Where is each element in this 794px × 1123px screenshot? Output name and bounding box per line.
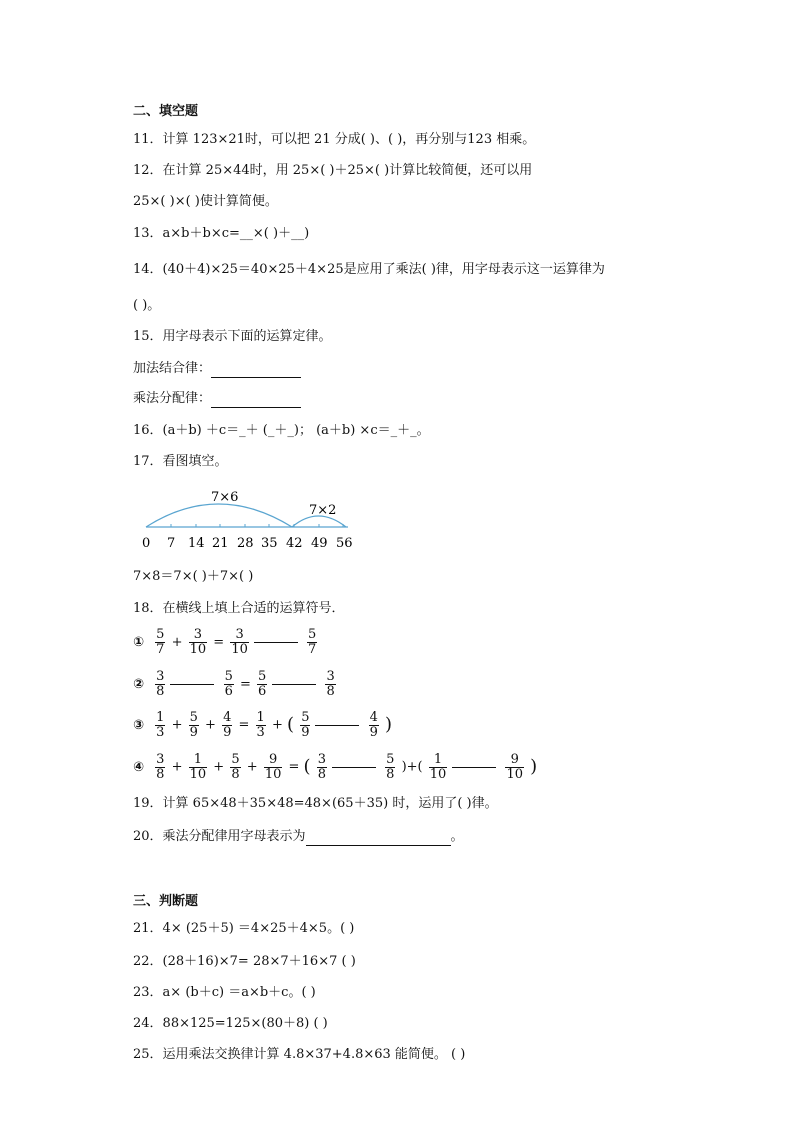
arc2-label: 7×2 — [309, 503, 337, 518]
answer-blank — [272, 684, 316, 685]
fraction: $\frac{9}{10}$ — [506, 751, 523, 782]
answer-blank — [170, 684, 214, 685]
paren: ( — [303, 756, 311, 777]
op-plus: + — [205, 717, 216, 733]
tick-label: 21 — [212, 536, 229, 551]
question-13: 13．a×b＋b×c=__×( )＋__) — [133, 226, 310, 241]
question-11: 11．计算 123×21时，可以把 21 分成( )、( )，再分别与123 相乘。 — [133, 132, 536, 147]
fraction: $\frac{3}{8}$ — [156, 669, 165, 699]
fraction: $\frac{1}{3}$ — [256, 709, 265, 740]
fraction: $\frac{5}{8}$ — [386, 751, 395, 782]
question-25: 25．运用乘法交换律计算 4.8×37+4.8×63 能简便。 ( ) — [133, 1047, 466, 1062]
question-22: 22．(28＋16)×7= 28×7＋16×7 ( ) — [133, 954, 356, 969]
question-20 — [133, 828, 464, 846]
question-17-answer: 7×8＝7×( )＋7×( ) — [133, 569, 254, 584]
tick-label: 7 — [167, 536, 176, 551]
question-17: 17．看图填空。 — [133, 454, 228, 469]
fraction: $\frac{5}{9}$ — [301, 709, 310, 740]
question-23: 23．a× (b＋c) ＝a×b＋c。( ) — [133, 985, 316, 1000]
answer-blank — [211, 393, 301, 408]
tick-label: 35 — [261, 536, 278, 551]
fraction: $\frac{5}{6}$ — [224, 669, 233, 699]
question-12-line1: 12．在计算 25×44时，用 25×( )＋25×( )计算比较简便，还可以用 — [133, 163, 533, 178]
op-equals: = — [238, 717, 250, 733]
paren: ) — [385, 714, 393, 735]
question-12-line2: 25×( )×( )使计算简便。 — [133, 194, 278, 209]
tick-label: 0 — [142, 536, 151, 551]
item-marker: ④ — [133, 759, 145, 775]
answer-blank — [452, 767, 496, 768]
fraction: $\frac{1}{10}$ — [189, 751, 207, 782]
item-marker: ① — [133, 635, 145, 650]
fraction: $\frac{5}{7}$ — [156, 627, 165, 657]
tick-label: 56 — [336, 536, 353, 551]
arc-7x6 — [146, 504, 292, 527]
fraction: $\frac{3}{8}$ — [156, 751, 165, 782]
tick-label: 28 — [237, 536, 254, 551]
question-21: 21．4× (25＋5) ＝4×25＋4×5。( ) — [133, 921, 355, 936]
answer-blank — [332, 767, 376, 768]
op-equals: = — [239, 677, 251, 692]
section-title-judgement: 三、判断题 — [133, 894, 199, 909]
fraction: $\frac{3}{8}$ — [317, 751, 326, 782]
op-equals: = — [213, 635, 225, 650]
tick-label: 42 — [286, 536, 303, 551]
op-plus: + — [213, 759, 225, 775]
q18-item-4 — [133, 752, 537, 783]
answer-blank — [254, 642, 298, 643]
fraction: $\frac{1}{10}$ — [429, 751, 447, 782]
op-plus: + — [246, 759, 258, 775]
op-equals: = — [288, 759, 300, 775]
fraction: $\frac{4}{9}$ — [369, 709, 378, 740]
op-plus: + — [171, 717, 183, 733]
tick-label: 14 — [188, 536, 205, 551]
question-24: 24．88×125=125×(80＋8) ( ) — [133, 1016, 328, 1031]
q18-item-3 — [133, 710, 392, 741]
question-18: 18．在横线上填上合适的运算符号． — [133, 601, 345, 616]
item-marker: ③ — [133, 717, 145, 733]
tick-label: 49 — [311, 536, 328, 551]
fraction: $\frac{9}{10}$ — [264, 751, 282, 782]
fraction: $\frac{3}{8}$ — [326, 669, 335, 699]
answer-blank — [315, 725, 359, 726]
fraction: $\frac{5}{8}$ — [231, 751, 240, 782]
paren: ) — [530, 756, 538, 777]
fraction: $\frac{3}{10}$ — [189, 627, 207, 657]
item-marker: ② — [133, 677, 145, 692]
answer-blank — [211, 363, 301, 378]
tick-labels — [142, 536, 353, 551]
paren: ( — [287, 714, 295, 735]
q18-item-1 — [133, 628, 319, 658]
q20-end: 。 — [450, 829, 464, 844]
q20-text: 20．乘法分配律用字母表示为 — [133, 829, 306, 844]
label-addition-assoc: 加法结合律： — [133, 361, 212, 376]
fraction: $\frac{4}{9}$ — [223, 709, 232, 740]
op-plus: + — [171, 635, 183, 650]
question-15-addition-assoc — [133, 360, 301, 378]
label-mult-distrib: 乘法分配律： — [133, 391, 212, 406]
question-15-mult-distrib — [133, 390, 301, 408]
op-plus: + — [171, 759, 183, 775]
question-16: 16．(a＋b) ＋c＝_＋ (_＋_)； (a＋b) ×c＝_＋_。 — [133, 423, 430, 438]
answer-blank — [306, 831, 451, 846]
question-15: 15．用字母表示下面的运算定律。 — [133, 329, 332, 344]
number-line-diagram — [136, 487, 366, 553]
arc1-label: 7×6 — [211, 490, 239, 505]
question-14-line2: ( )。 — [133, 298, 161, 313]
fraction: $\frac{5}{6}$ — [258, 669, 267, 699]
question-19: 19．计算 65×48＋35×48=48×(65＋35) 时，运用了( )律。 — [133, 796, 498, 811]
q18-item-2 — [133, 670, 338, 700]
fraction: $\frac{3}{10}$ — [231, 627, 248, 657]
fraction: $\frac{5}{7}$ — [308, 627, 317, 657]
paren: )+( — [401, 759, 423, 775]
question-14-line1: 14．(40＋4)×25＝40×25＋4×25是应用了乘法( )律，用字母表示这一运算律为 — [133, 262, 605, 277]
fraction: $\frac{5}{9}$ — [189, 709, 198, 740]
op-plus: + — [271, 717, 283, 733]
fraction: $\frac{1}{3}$ — [156, 709, 165, 740]
section-title-fill-blank: 二、填空题 — [133, 104, 199, 119]
